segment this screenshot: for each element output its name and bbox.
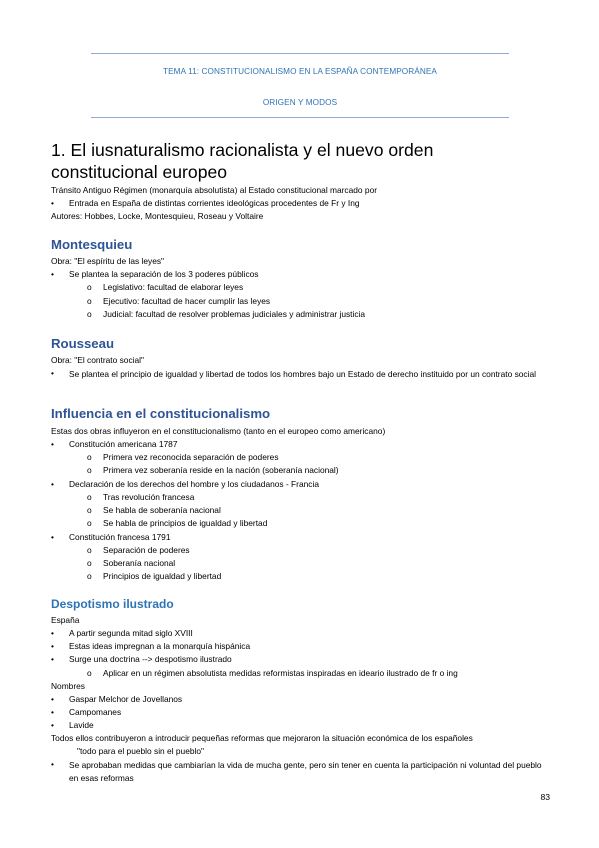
list-item: Se plantea la separación de los 3 poderes públicos bbox=[69, 269, 259, 279]
heading-montesquieu: Montesquieu bbox=[51, 237, 133, 252]
influencia-intro: Estas dos obras influyeron en el constitucionalismo (tanto en el europeo como americano) bbox=[51, 426, 386, 436]
authors-line: Autores: Hobbes, Locke, Montesquieu, Roseau y Voltaire bbox=[51, 211, 264, 221]
circle-bullet-icon: o bbox=[87, 505, 92, 515]
heading-rousseau: Rousseau bbox=[51, 336, 115, 351]
bullet-icon: • bbox=[51, 707, 54, 717]
bullet-icon: • bbox=[51, 628, 54, 638]
header-rule-top bbox=[91, 53, 509, 54]
list-subitem: Aplicar en un régimen absolutista medidas reformistas inspiradas en ideario ilustrado de fr o ing bbox=[103, 668, 458, 678]
circle-bullet-icon: o bbox=[87, 296, 92, 306]
list-subitem: Principios de igualdad y libertad bbox=[103, 571, 222, 581]
list-subitem: Legislativo: facultad de elaborar leyes bbox=[103, 282, 244, 292]
list-subitem: Judicial: facultad de resolver problemas judiciales y administrar justicia bbox=[103, 309, 366, 319]
list-item: Surge una doctrina --> despotismo ilustrado bbox=[69, 654, 232, 664]
circle-bullet-icon: o bbox=[87, 309, 92, 319]
montesquieu-obra: Obra: "El espíritu de las leyes" bbox=[51, 256, 165, 266]
rousseau-obra: Obra: "El contrato social" bbox=[51, 355, 144, 365]
list-item: Constitución americana 1787 bbox=[69, 439, 178, 449]
bullet-icon: • bbox=[51, 532, 54, 542]
document-header-subtitle: ORIGEN Y MODOS bbox=[262, 98, 338, 107]
circle-bullet-icon: o bbox=[87, 545, 92, 555]
list-item: Entrada en España de distintas corrientes ideológicas procedentes de Fr y Ing bbox=[69, 198, 360, 208]
heading-despotismo: Despotismo ilustrado bbox=[51, 597, 174, 611]
list-item: Campomanes bbox=[69, 707, 122, 717]
circle-bullet-icon: o bbox=[87, 465, 92, 475]
bullet-icon: • bbox=[51, 269, 54, 279]
circle-bullet-icon: o bbox=[87, 492, 92, 502]
circle-bullet-icon: o bbox=[87, 282, 92, 292]
list-subitem: Primera vez soberanía reside en la nación (soberanía nacional) bbox=[103, 465, 339, 475]
document-header-title: TEMA 11: CONSTITUCIONALISMO EN LA ESPAÑA CONTEMPORÁNEA bbox=[163, 67, 437, 76]
list-item: A partir segunda mitad siglo XVIII bbox=[69, 628, 193, 638]
bullet-icon: • bbox=[51, 439, 54, 449]
circle-bullet-icon: o bbox=[87, 571, 92, 581]
list-item: Declaración de los derechos del hombre y los ciudadanos - Francia bbox=[69, 479, 319, 489]
bullet-icon: • bbox=[51, 198, 54, 208]
paragraph-quote: "todo para el pueblo sin el pueblo" bbox=[77, 746, 205, 756]
heading-influencia: Influencia en el constitucionalismo bbox=[51, 406, 271, 421]
list-item: Se aprobaban medidas que cambiarían la vida de mucha gente, pero sin tener en cuenta la participación ni voluntad del pueblo en esas reformas bbox=[69, 760, 542, 783]
section-intro: Tránsito Antiguo Régimen (monarquía absolutista) al Estado constitucional marcado por bbox=[51, 185, 378, 195]
bullet-icon: • bbox=[51, 479, 54, 489]
bullet-icon: • bbox=[51, 694, 54, 704]
list-item: Estas ideas impregnan a la monarquía hispánica bbox=[69, 641, 251, 651]
header-rule-bottom bbox=[91, 117, 509, 118]
list-item: Gaspar Melchor de Jovellanos bbox=[69, 694, 183, 704]
list-subitem: Se habla de principios de igualdad y libertad bbox=[103, 518, 268, 528]
list-subitem: Soberanía nacional bbox=[103, 558, 176, 568]
section-title: 1. El iusnaturalismo racionalista y el nuevo orden constitucional europeo bbox=[51, 140, 434, 182]
espana-label: España bbox=[51, 615, 80, 625]
bullet-icon: • bbox=[51, 759, 54, 769]
list-item: Lavide bbox=[69, 720, 94, 730]
bullet-icon: • bbox=[51, 368, 54, 378]
list-subitem: Separación de poderes bbox=[103, 545, 190, 555]
list-subitem: Primera vez reconocida separación de poderes bbox=[103, 452, 279, 462]
paragraph: Todos ellos contribuyeron a introducir pequeñas reformas que mejoraron la situación económica de los españoles bbox=[51, 733, 473, 743]
page-number: 83 bbox=[540, 792, 550, 802]
list-subitem: Se habla de soberanía nacional bbox=[103, 505, 221, 515]
circle-bullet-icon: o bbox=[87, 518, 92, 528]
nombres-label: Nombres bbox=[51, 681, 85, 691]
circle-bullet-icon: o bbox=[87, 452, 92, 462]
bullet-icon: • bbox=[51, 641, 54, 651]
circle-bullet-icon: o bbox=[87, 558, 92, 568]
bullet-icon: • bbox=[51, 654, 54, 664]
list-item: Constitución francesa 1791 bbox=[69, 532, 171, 542]
list-item: Se plantea el principio de igualdad y libertad de todos los hombres bajo un Estado de derecho instituido por un contrato social bbox=[69, 369, 536, 379]
bullet-icon: • bbox=[51, 720, 54, 730]
list-subitem: Ejecutivo: facultad de hacer cumplir las leyes bbox=[103, 296, 271, 306]
circle-bullet-icon: o bbox=[87, 668, 92, 678]
list-subitem: Tras revolución francesa bbox=[103, 492, 195, 502]
